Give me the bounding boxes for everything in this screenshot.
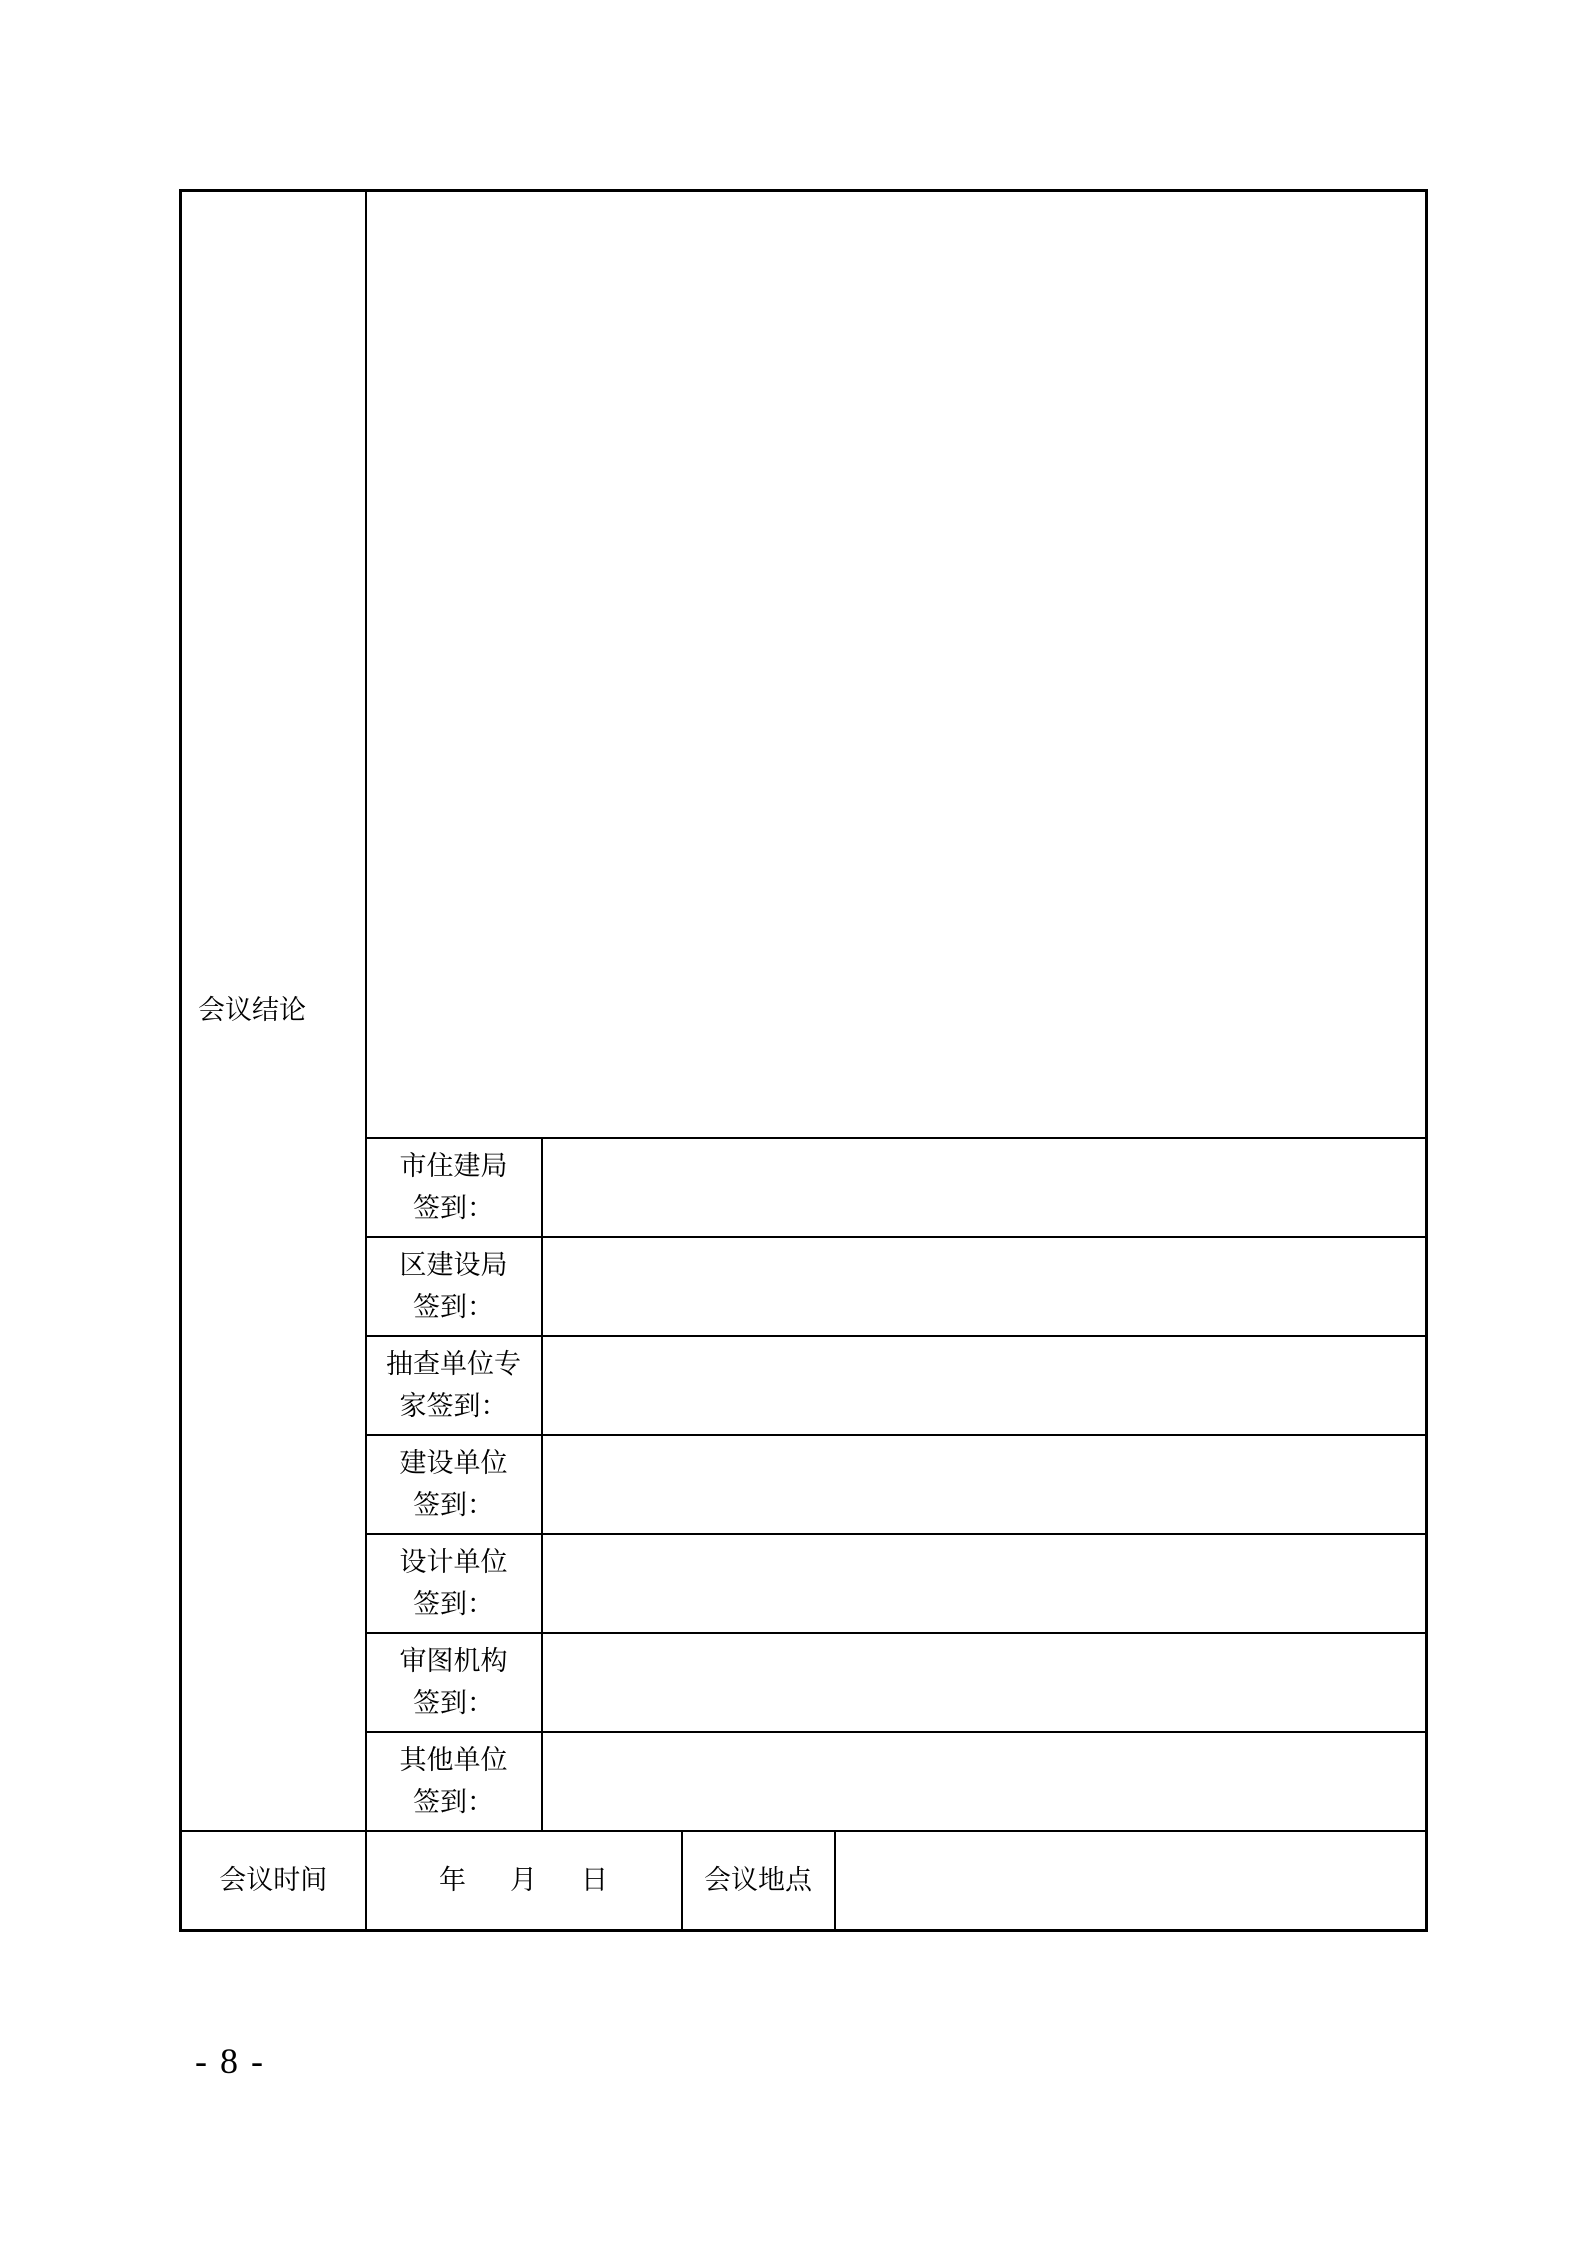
sign-label-line2: 签到： [413, 1687, 494, 1719]
sign-row [181, 1336, 1427, 1435]
sign-row [181, 1534, 1427, 1633]
meeting-date-field[interactable] [366, 1831, 682, 1931]
sign-field-inspection-expert[interactable] [542, 1336, 1427, 1435]
sign-label-line2: 签到： [413, 1489, 494, 1521]
conclusion-row [181, 191, 1427, 1139]
conclusion-label: 会议结论 [181, 191, 366, 1832]
sign-field-construction-unit[interactable] [542, 1435, 1427, 1534]
sign-label-line2: 签到： [413, 1786, 494, 1818]
sign-field-review-agency[interactable] [542, 1633, 1427, 1732]
page-number: - 8 - [195, 2041, 265, 2081]
sign-field-district-construction[interactable] [542, 1237, 1427, 1336]
meeting-record-form [179, 189, 1428, 1932]
meeting-place-label: 会议地点 [682, 1831, 835, 1931]
sign-row [181, 1435, 1427, 1534]
meeting-time-label: 会议时间 [181, 1831, 366, 1931]
sign-label-city-housing [366, 1138, 542, 1237]
sign-label-inspection-expert [366, 1336, 542, 1435]
sign-row [181, 1237, 1427, 1336]
sign-field-city-housing[interactable] [542, 1138, 1427, 1237]
sign-row [181, 1633, 1427, 1732]
date-day-label: 日 [581, 1864, 608, 1896]
meeting-place-field[interactable] [835, 1831, 1427, 1931]
date-year-label: 年 [439, 1864, 466, 1896]
sign-label-line2: 签到： [413, 1291, 494, 1323]
sign-label-other-units [366, 1732, 542, 1831]
sign-label-line1: 审图机构 [399, 1645, 508, 1677]
conclusion-input-area[interactable] [366, 191, 1427, 1139]
date-month-label: 月 [510, 1864, 537, 1896]
sign-row [181, 1732, 1427, 1831]
sign-label-line1: 其他单位 [399, 1744, 508, 1776]
sign-label-line1: 抽查单位专 [386, 1348, 521, 1380]
sign-label-line1: 建设单位 [399, 1447, 508, 1479]
sign-label-line2: 签到： [413, 1588, 494, 1620]
sign-label-construction-unit [366, 1435, 542, 1534]
sign-label-design-unit [366, 1534, 542, 1633]
sign-label-line2: 家签到： [399, 1390, 508, 1422]
sign-field-design-unit[interactable] [542, 1534, 1427, 1633]
sign-label-line1: 设计单位 [399, 1546, 508, 1578]
sign-label-line1: 区建设局 [399, 1249, 508, 1281]
meeting-time-place-row [181, 1831, 1427, 1931]
sign-label-review-agency [366, 1633, 542, 1732]
sign-label-district-construction [366, 1237, 542, 1336]
sign-field-other-units[interactable] [542, 1732, 1427, 1831]
sign-label-line2: 签到： [413, 1192, 494, 1224]
sign-row [181, 1138, 1427, 1237]
sign-label-line1: 市住建局 [399, 1150, 508, 1182]
